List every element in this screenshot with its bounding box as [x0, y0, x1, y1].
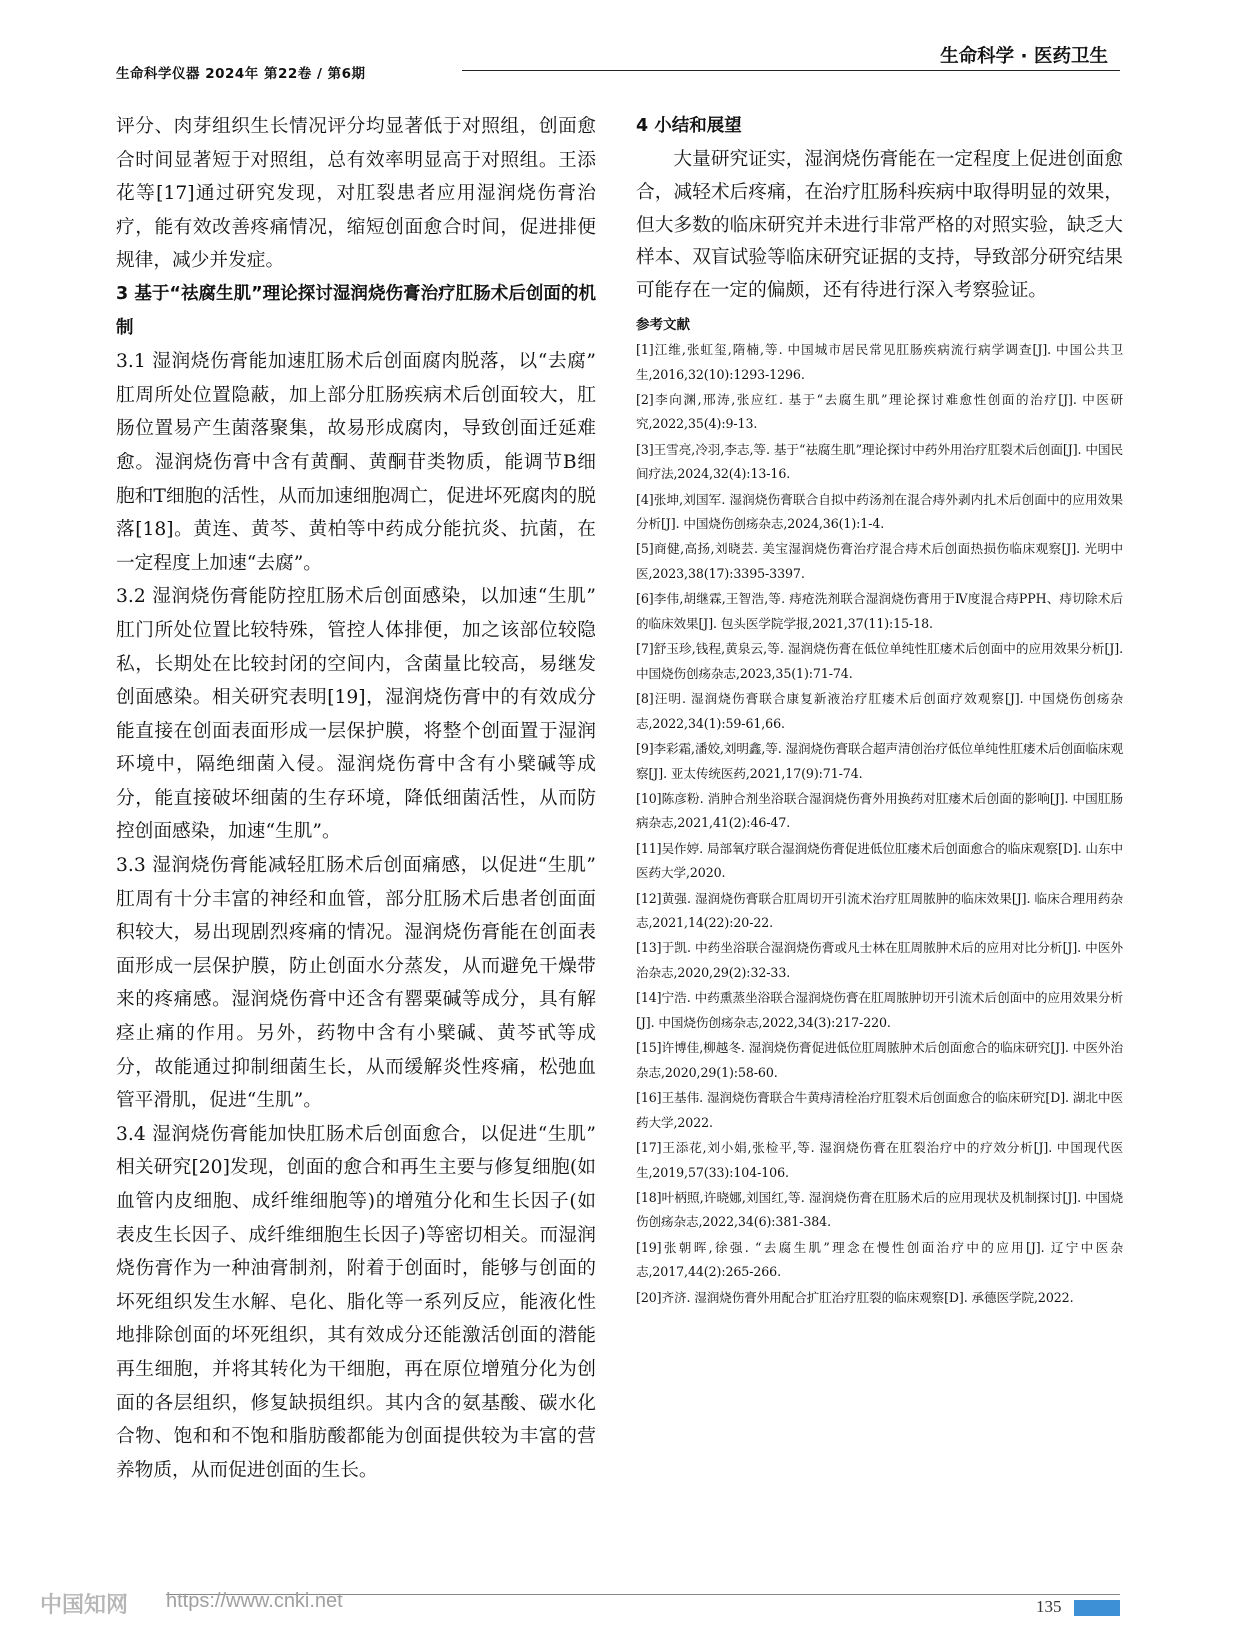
reference-item: [7]舒玉珍,钱程,黄泉云,等. 湿润烧伤膏在低位单纯性肛瘘术后创面中的应用效果分析[J]. 中国烧伤创疡杂志,2023,35(1):71-74.	[636, 641, 1123, 681]
subsection-3-1: 3.1 湿润烧伤膏能加速肛肠术后创面腐肉脱落，以“去腐” 肛周所处位置隐蔽，加上部分肛肠疾病术后创面较大，肛肠位置易产生菌落聚集，故易形成腐肉，导致创面迁延难愈。湿润烧伤膏中含有黄酮、黄酮苷类物质，能调节B细胞和T细胞的活性，从而加速细胞凋亡，促进坏死腐肉的脱落[18]。黄连、黄芩、黄柏等中药成分能抗炎、抗菌，在一定程度上加速“去腐”。	[116, 351, 596, 574]
reference-item: [16]王基伟. 湿润烧伤膏联合牛黄痔清栓治疗肛裂术后创面愈合的临床研究[D]. 湖北中医药大学,2022.	[636, 1090, 1123, 1130]
reference-item: [15]许博佳,柳越冬. 湿润烧伤膏促进低位肛周脓肿术后创面愈合的临床研究[J]. 中医外治杂志,2020,29(1):58-60.	[636, 1040, 1123, 1080]
reference-item: [8]汪明. 湿润烧伤膏联合康复新液治疗肛瘘术后创面疗效观察[J]. 中国烧伤创疡杂志,2022,34(1):59-61,66.	[636, 691, 1123, 731]
reference-item: [10]陈彦粉. 消肿合剂坐浴联合湿润烧伤膏外用换药对肛瘘术后创面的影响[J]. 中国肛肠病杂志,2021,41(2):46-47.	[636, 790, 1123, 831]
subsection-3-3: 3.3 湿润烧伤膏能减轻肛肠术后创面痛感，以促进“生肌” 肛周有十分丰富的神经和血管，部分肛肠术后患者创面面积较大，易出现剧烈疼痛的情况。湿润烧伤膏能在创面表面形成一层保护膜，防止创面水分蒸发，从而避免干燥带来的疼痛感。湿润烧伤膏中还含有罂粟碱等成分，具有解痉止痛的作用。另外，药物中含有小檗碱、黄芩甙等成分，故能通过抑制细菌生长，从而缓解炎性疼痛，松弛血管平滑肌，促进“生肌”。	[116, 855, 596, 1112]
cnki-logo: 中国知网	[40, 1593, 129, 1618]
journal-issue-header: 生命科学仪器 2024年 第22卷 / 第6期	[116, 66, 366, 82]
reference-item: [2]李向渊,邢涛,张应红. 基于“去腐生肌”理论探讨难愈性创面的治疗[J]. 中医研究,2022,35(4):9-13.	[636, 391, 1123, 432]
subsection-3-2: 3.2 湿润烧伤膏能防控肛肠术后创面感染，以加速“生肌” 肛门所处位置比较特殊，管控人体排便，加之该部位较隐私，长期处在比较封闭的空间内，含菌量比较高，易继发创面感染。相关研究表明[19]，湿润烧伤膏中的有效成分能直接在创面表面形成一层保护膜，将整个创面置于湿润环境中，隔绝细菌入侵。湿润烧伤膏中含有小檗碱等成分，能直接破坏细菌的生存环境，降低细菌活性，从而防控创面感染，加速“生肌”。	[116, 586, 596, 843]
page-number: 135	[1036, 1597, 1062, 1616]
reference-item: [14]宁浩. 中药熏蒸坐浴联合湿润烧伤膏在肛周脓肿切开引流术后创面中的应用效果分析[J]. 中国烧伤创疡杂志,2022,34(3):217-220.	[636, 990, 1123, 1030]
section-3-heading: 3 基于“祛腐生肌”理论探讨湿润烧伤膏治疗肛肠术后创面的机制	[116, 283, 596, 338]
reference-item: [13]于凯. 中药坐浴联合湿润烧伤膏或凡士林在肛周脓肿术后的应用对比分析[J]. 中医外治杂志,2020,29(2):32-33.	[636, 940, 1123, 981]
section-4-paragraph: 大量研究证实，湿润烧伤膏能在一定程度上促进创面愈合，减轻术后疼痛，在治疗肛肠科疾病中取得明显的效果，但大多数的临床研究并未进行非常严格的对照实验，缺乏大样本、双盲试验等临床研究证据的支持，导致部分研究结果可能存在一定的偏颇，还有待进行深入考察验证。	[636, 149, 1123, 302]
reference-item: [12]黄强. 湿润烧伤膏联合肛周切开引流术治疗肛周脓肿的临床效果[J]. 临床合理用药杂志,2021,14(22):20-22.	[636, 890, 1123, 931]
reference-item: [4]张坤,刘国军. 湿润烧伤膏联合自拟中药汤剂在混合痔外剥内扎术后创面中的应用效果分析[J]. 中国烧伤创疡杂志,2024,36(1):1-4.	[636, 491, 1123, 532]
reference-item: [6]李伟,胡继霖,王智浩,等. 痔疮洗剂联合湿润烧伤膏用于Ⅳ度混合痔PPH、痔切除术后的临床效果[J]. 包头医学院学报,2021,37(11):15-18.	[636, 591, 1123, 631]
reference-item: [1]江维,张虹玺,隋楠,等. 中国城市居民常见肛肠疾病流行病学调查[J]. 中国公共卫生,2016,32(10):1293-1296.	[636, 341, 1123, 382]
reference-item: [5]商健,高扬,刘晓芸. 美宝湿润烧伤膏治疗混合痔术后创面热损伤临床观察[J]. 光明中医,2023,38(17):3395-3397.	[636, 541, 1123, 582]
page-color-tab	[1074, 1600, 1120, 1616]
reference-list	[636, 338, 1123, 1310]
reference-item: [11]吴作婷. 局部氧疗联合湿润烧伤膏促进低位肛瘘术后创面愈合的临床观察[D]. 山东中医药大学,2020.	[636, 840, 1123, 881]
right-column	[636, 110, 1123, 1311]
section-header: 生命科学 · 医药卫生	[940, 46, 1108, 67]
subsection-3-4: 3.4 湿润烧伤膏能加快肛肠术后创面愈合，以促进“生肌” 相关研究[20]发现，创面的愈合和再生主要与修复细胞(如血管内皮细胞、成纤维细胞等)的增殖分化和生长因子(如表皮生长因子、成纤维细胞生长因子)等密切相关。而湿润烧伤膏作为一种油膏制剂，附着于创面时，能够与创面的坏死组织发生水解、皂化、脂化等一系列反应，能液化性地排除创面的坏死组织，其有效成分还能激活创面的潜能再生细胞，并将其转化为干细胞，再在原位增殖分化为创面的各层组织，修复缺损组织。其内含的氨基酸、碳水化合物、饱和和不饱和脂肪酸都能为创面提供较为丰富的营养物质，从而促进创面的生长。	[116, 1123, 596, 1481]
continued-paragraph: 评分、肉芽组织生长情况评分均显著低于对照组，创面愈合时间显著短于对照组，总有效率明显高于对照组。王添花等[17]通过研究发现，对肛裂患者应用湿润烧伤膏治疗，能有效改善疼痛情况，缩短创面愈合时间，促进排便规律，减少并发症。	[116, 116, 596, 272]
reference-item: [18]叶柄照,许晓娜,刘国红,等. 湿润烧伤膏在肛肠术后的应用现状及机制探讨[J]. 中国烧伤创疡杂志,2022,34(6):381-384.	[636, 1189, 1123, 1230]
left-column	[116, 110, 596, 1487]
reference-item: [20]齐济. 湿润烧伤膏外用配合扩肛治疗肛裂的临床观察[D]. 承德医学院,2022.	[636, 1289, 1074, 1305]
references-heading: 参考文献	[636, 316, 690, 333]
reference-item: [19]张朝晖,徐强. “去腐生肌”理念在慢性创面治疗中的应用[J]. 辽宁中医杂志,2017,44(2):265-266.	[636, 1239, 1123, 1280]
reference-item: [9]李彩霜,潘姣,刘明鑫,等. 湿润烧伤膏联合超声清创治疗低位单纯性肛瘘术后创面临床观察[J]. 亚太传统医药,2021,17(9):71-74.	[636, 740, 1123, 781]
reference-item: [17]王添花,刘小娟,张检平,等. 湿润烧伤膏在肛裂治疗中的疗效分析[J]. 中国现代医生,2019,57(33):104-106.	[636, 1139, 1123, 1180]
header-divider	[462, 70, 1120, 71]
cnki-url[interactable]: https://www.cnki.net	[166, 1590, 343, 1612]
reference-item: [3]王雪亮,冷羽,李志,等. 基于“祛腐生肌”理论探讨中药外用治疗肛裂术后创面[J]. 中国民间疗法,2024,32(4):13-16.	[636, 441, 1123, 482]
section-4-heading: 4 小结和展望	[636, 116, 742, 136]
